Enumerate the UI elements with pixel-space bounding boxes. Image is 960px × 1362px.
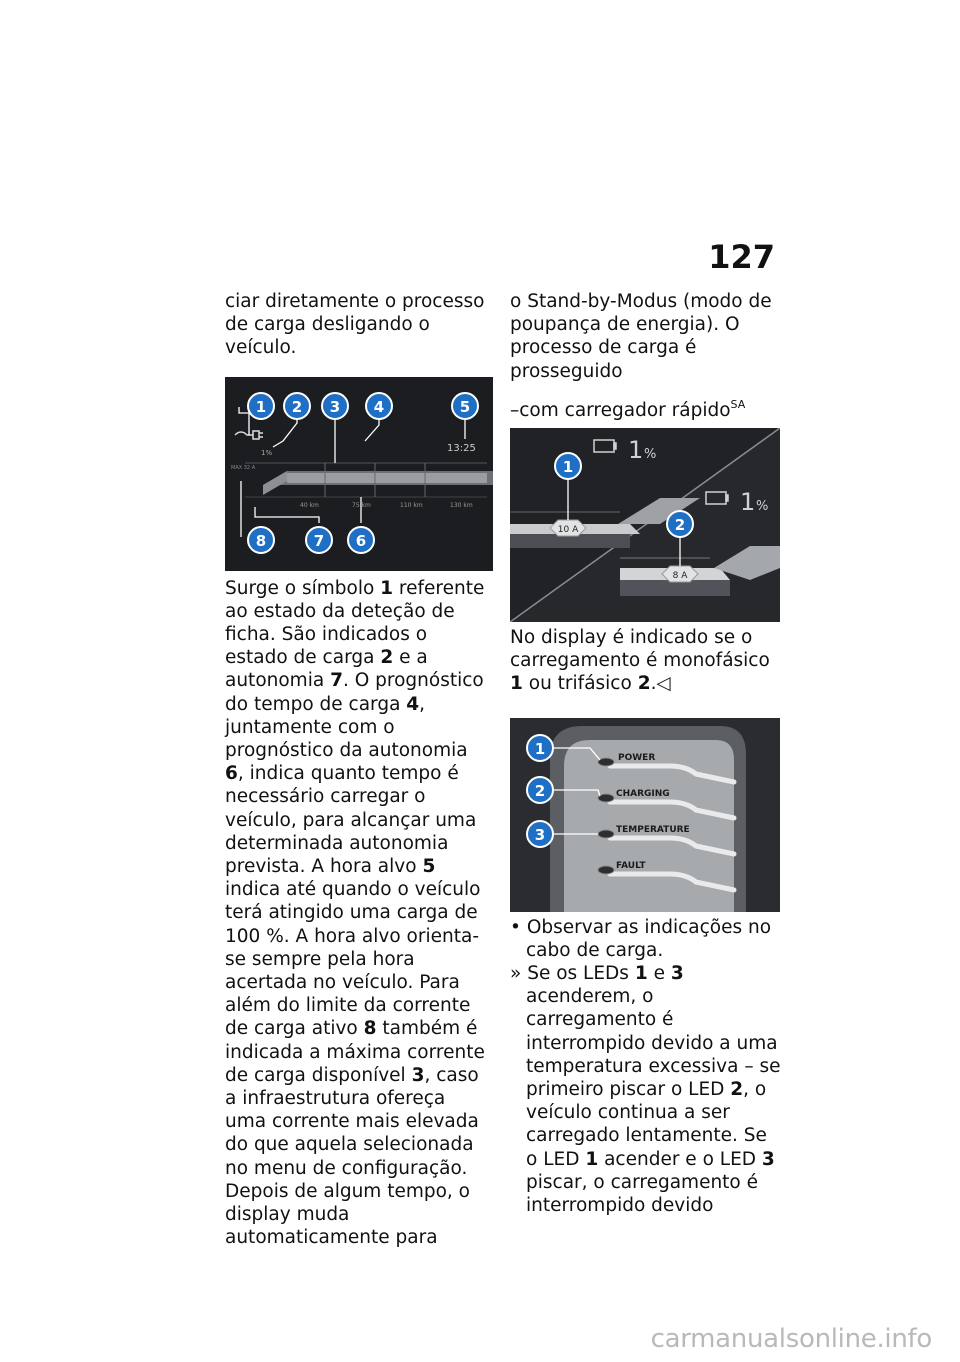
charging-display-figure	[225, 377, 493, 571]
target-time-label: 13:25	[447, 442, 476, 454]
badge-2: 2	[291, 397, 303, 416]
phase-display-figure	[510, 428, 780, 622]
badge-5: 5	[459, 397, 471, 416]
percent-value-1: 1	[628, 436, 644, 465]
percent-value-2: 1	[740, 488, 756, 517]
fault-led	[598, 866, 614, 874]
top-percent-label: 1%	[261, 448, 273, 457]
badge-8: 8	[255, 531, 267, 550]
badge-3: 3	[329, 397, 341, 416]
percent-sign-2: %	[756, 499, 769, 515]
bullet-observe: • Observar as indicações no cabo de carga.	[510, 916, 772, 961]
bullet-leds: » Se os LEDs 1 e 3 acenderem, o carregamento é interrompido devido a uma temperatura excessiva – se primeiro piscar o LED 2, o veículo continua a ser carregado lentamente. Se o LED 1 acender e o LED 3 piscar, o carregamento é interrompido devido	[510, 963, 781, 1217]
max-current-label: MAX 32 A	[231, 464, 256, 471]
range-label-2: 75 km	[352, 501, 371, 509]
led-label-fault: FAULT	[616, 860, 646, 871]
watermark: carmanualsonline.info	[650, 1324, 932, 1354]
explanation-paragraph: Surge o símbolo 1 referente ao estado da deteção de ficha. São indicados o estado de carga 2 e a autonomia 7. O prognóstico do tempo de carga 4, juntamente com o prognóstico da autonomia 6, indica quanto tempo é necessário carregar o veículo, para alcançar uma determinada autonomia prevista. A hora alvo 5 indica até quando o veículo terá atingido uma carga de 100 %. A hora alvo orienta-se sempre pela hora acertada no veículo. Para além do limite da corrente de carga ativo 8 também é indicada a máxima corrente de carga disponível 3, caso a infraestrutura ofereça uma corrente mais elevada do que aquela selecionada no menu de configuração. Depois de algum tempo, o display muda automaticamente para	[225, 577, 485, 1249]
led-badge-1: 1	[534, 739, 546, 758]
range-label-4: 130 km	[450, 501, 473, 509]
phase-badge-1: 1	[562, 458, 574, 477]
single-phase-current: 10 A	[557, 525, 579, 536]
power-led	[598, 758, 614, 766]
badge-4: 4	[373, 397, 385, 416]
continuation-paragraph: o Stand-by-Modus (modo de poupança de energia). O processo de carga é prosseguido	[510, 291, 772, 382]
right-column	[510, 290, 782, 1217]
led-label-charging: CHARGING	[616, 788, 670, 799]
three-phase-current: 8 A	[672, 571, 688, 582]
intro-paragraph: ciar diretamente o processo de carga desligando o veículo.	[225, 291, 485, 359]
range-label-3: 110 km	[400, 501, 423, 509]
range-label-1: 40 km	[300, 501, 319, 509]
badge-6: 6	[355, 531, 367, 550]
badge-7: 7	[313, 531, 325, 550]
page-number: 127	[708, 238, 775, 276]
charging-cable-led-figure	[510, 718, 780, 912]
led-label-temperature: TEMPERATURE	[616, 824, 690, 835]
led-badge-2: 2	[534, 781, 546, 800]
phase-paragraph: No display é indicado se o carregamento é monofásico 1 ou trifásico 2.◁	[510, 627, 770, 695]
led-badge-3: 3	[534, 825, 546, 844]
led-label-power: POWER	[618, 752, 656, 763]
fast-charger-heading: –com carregador rápido$^{SA}$	[510, 397, 746, 421]
phase-badge-2: 2	[674, 516, 686, 535]
left-column	[225, 290, 491, 1250]
percent-sign-1: %	[644, 447, 657, 463]
badge-1: 1	[255, 397, 267, 416]
temperature-led	[598, 830, 614, 838]
